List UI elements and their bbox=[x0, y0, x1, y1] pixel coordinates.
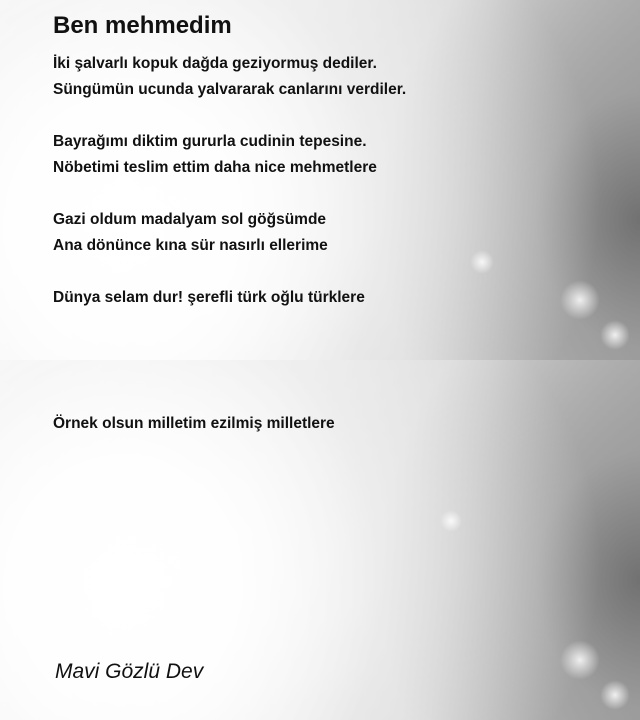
poem-line: Nöbetimi teslim ettim daha nice mehmetlere bbox=[53, 159, 377, 176]
background-sparkle bbox=[440, 510, 462, 532]
background-sparkle bbox=[600, 320, 630, 350]
background-sparkle bbox=[470, 250, 494, 274]
poem-card-bottom bbox=[0, 360, 640, 720]
poem-line: Dünya selam dur! şerefli türk oğlu türklere bbox=[53, 289, 365, 306]
poem-title: Ben mehmedim bbox=[53, 12, 232, 39]
poem-line: Ana dönünce kına sür nasırlı ellerime bbox=[53, 237, 328, 254]
background-sparkle bbox=[560, 640, 600, 680]
poem-author: Mavi Gözlü Dev bbox=[55, 660, 204, 683]
poem-line: İki şalvarlı kopuk dağda geziyormuş dediler. bbox=[53, 55, 377, 72]
background-sparkle bbox=[560, 280, 600, 320]
poem-line: Örnek olsun milletim ezilmiş milletlere bbox=[53, 415, 335, 432]
poem-line: Süngümün ucunda yalvararak canlarını verdiler. bbox=[53, 81, 407, 98]
poem-line: Gazi oldum madalyam sol göğsümde bbox=[53, 211, 327, 228]
poem-line: Bayrağımı diktim gururla cudinin tepesine. bbox=[53, 133, 367, 150]
background-sparkle bbox=[600, 680, 630, 710]
